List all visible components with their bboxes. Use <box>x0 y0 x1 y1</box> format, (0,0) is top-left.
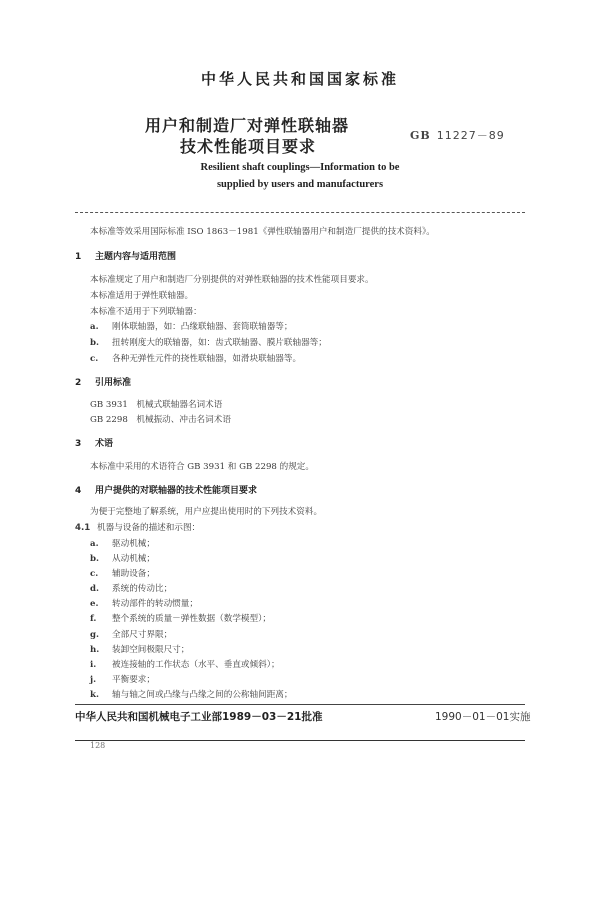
section-1-paragraph-3: 本标准不适用于下列联轴器： <box>90 307 202 317</box>
list-text: 被连接轴的工作状态（水平、垂直或倾斜）； <box>112 660 280 670</box>
document-title-line1: 用户和制造厂对弹性联轴器 <box>145 116 350 135</box>
list-text: 全部尺寸界限； <box>112 630 173 640</box>
list-item <box>90 688 292 700</box>
section-title: 主题内容与适用范围 <box>95 252 177 262</box>
list-marker: i. <box>90 660 97 670</box>
list-marker: h. <box>90 645 100 655</box>
document-title-line2: 技术性能项目要求 <box>180 137 317 156</box>
list-marker: a. <box>90 539 99 549</box>
list-marker: b. <box>90 554 100 564</box>
list-item <box>90 673 155 685</box>
standard-number <box>410 127 505 143</box>
list-item <box>90 582 172 594</box>
section-number: 1 <box>75 252 82 262</box>
section-1-paragraph-1: 本标准规定了用户和制造厂分别提供的对弹性联轴器的技术性能项目要求。 <box>90 275 374 285</box>
reference-item: GB 3931 机械式联轴器名词术语 <box>90 400 223 410</box>
list-text: 驱动机械； <box>112 539 155 549</box>
section-4-heading <box>75 483 257 496</box>
section-4-paragraph: 为便于完整地了解系统，用户应提出使用时的下列技术资料。 <box>90 507 323 517</box>
list-marker: c. <box>90 354 99 364</box>
list-text: 各种无弹性元件的挠性联轴器，如滑块联轴器等。 <box>112 354 302 364</box>
english-title-line2: supplied by users and manufacturers <box>216 179 384 190</box>
section-3-paragraph: 本标准中采用的术语符合 GB 3931 和 GB 2298 的规定。 <box>90 462 314 472</box>
standard-code: 11227－89 <box>436 129 505 142</box>
list-item <box>90 537 155 549</box>
page-number: 128 <box>90 741 106 750</box>
list-item <box>90 658 280 670</box>
list-text: 刚体联轴器，如：凸缘联轴器、套筒联轴器等； <box>112 322 293 332</box>
subsection-4-1-heading <box>75 521 200 533</box>
list-marker: b. <box>90 338 100 348</box>
list-item <box>90 320 292 332</box>
section-number: 2 <box>75 378 82 388</box>
national-standard-header: 中华人民共和国国家标准 <box>200 70 399 88</box>
list-item <box>90 612 271 624</box>
list-text: 整个系统的质量－弹性数据（数学模型）； <box>112 614 271 624</box>
list-text: 辅助设备； <box>112 569 155 579</box>
implementation-date: 1990－01－01实施 <box>435 711 531 723</box>
reference-item: GB 2298 机械振动、冲击名词术语 <box>90 415 231 425</box>
subsection-number: 4.1 <box>75 523 91 533</box>
list-text: 轴与轴之间或凸缘与凸缘之间的公称轴间距离； <box>112 690 293 700</box>
section-number: 4 <box>75 486 82 496</box>
list-item <box>90 628 172 640</box>
list-text: 装卸空间极限尺寸； <box>112 645 190 655</box>
section-title: 引用标准 <box>95 378 132 388</box>
section-title: 用户提供的对联轴器的技术性能项目要求 <box>95 486 258 496</box>
list-text: 系统的传动比； <box>112 584 173 594</box>
list-marker: g. <box>90 630 100 640</box>
section-1-heading <box>75 249 176 262</box>
list-item <box>90 552 155 564</box>
list-text: 从动机械； <box>112 554 155 564</box>
section-title: 术语 <box>95 439 114 449</box>
list-item <box>90 567 155 579</box>
footer-divider-top <box>75 704 525 705</box>
list-marker: c. <box>90 569 99 579</box>
list-text: 平衡要求； <box>112 675 155 685</box>
section-2-heading <box>75 375 131 388</box>
list-text: 转动部件的转动惯量； <box>112 599 198 609</box>
header-divider <box>75 212 525 213</box>
list-item <box>90 352 301 364</box>
section-1-paragraph-2: 本标准适用于弹性联轴器。 <box>90 291 194 301</box>
list-marker: j. <box>90 675 97 685</box>
list-marker: a. <box>90 322 99 332</box>
list-item <box>90 597 198 609</box>
intro-paragraph: 本标准等效采用国际标准 ISO 1863－1981《弹性联轴器用户和制造厂提供的技术资料》。 <box>90 227 435 237</box>
section-3-heading <box>75 436 113 449</box>
list-item <box>90 336 327 348</box>
footer-divider-bottom <box>75 740 525 741</box>
list-text: 扭转刚度大的联轴器，如：齿式联轴器、膜片联轴器等； <box>112 338 327 348</box>
english-title-line1: Resilient shaft couplings—Information to be <box>200 162 400 173</box>
list-marker: e. <box>90 599 99 609</box>
list-marker: d. <box>90 584 100 594</box>
standard-prefix: GB <box>410 129 431 142</box>
section-number: 3 <box>75 439 82 449</box>
list-item <box>90 643 189 655</box>
subsection-title: 机器与设备的描述和示图： <box>97 523 201 533</box>
list-marker: f. <box>90 614 97 624</box>
list-marker: k. <box>90 690 99 700</box>
approval-statement: 中华人民共和国机械电子工业部1989－03－21批准 <box>75 711 323 723</box>
